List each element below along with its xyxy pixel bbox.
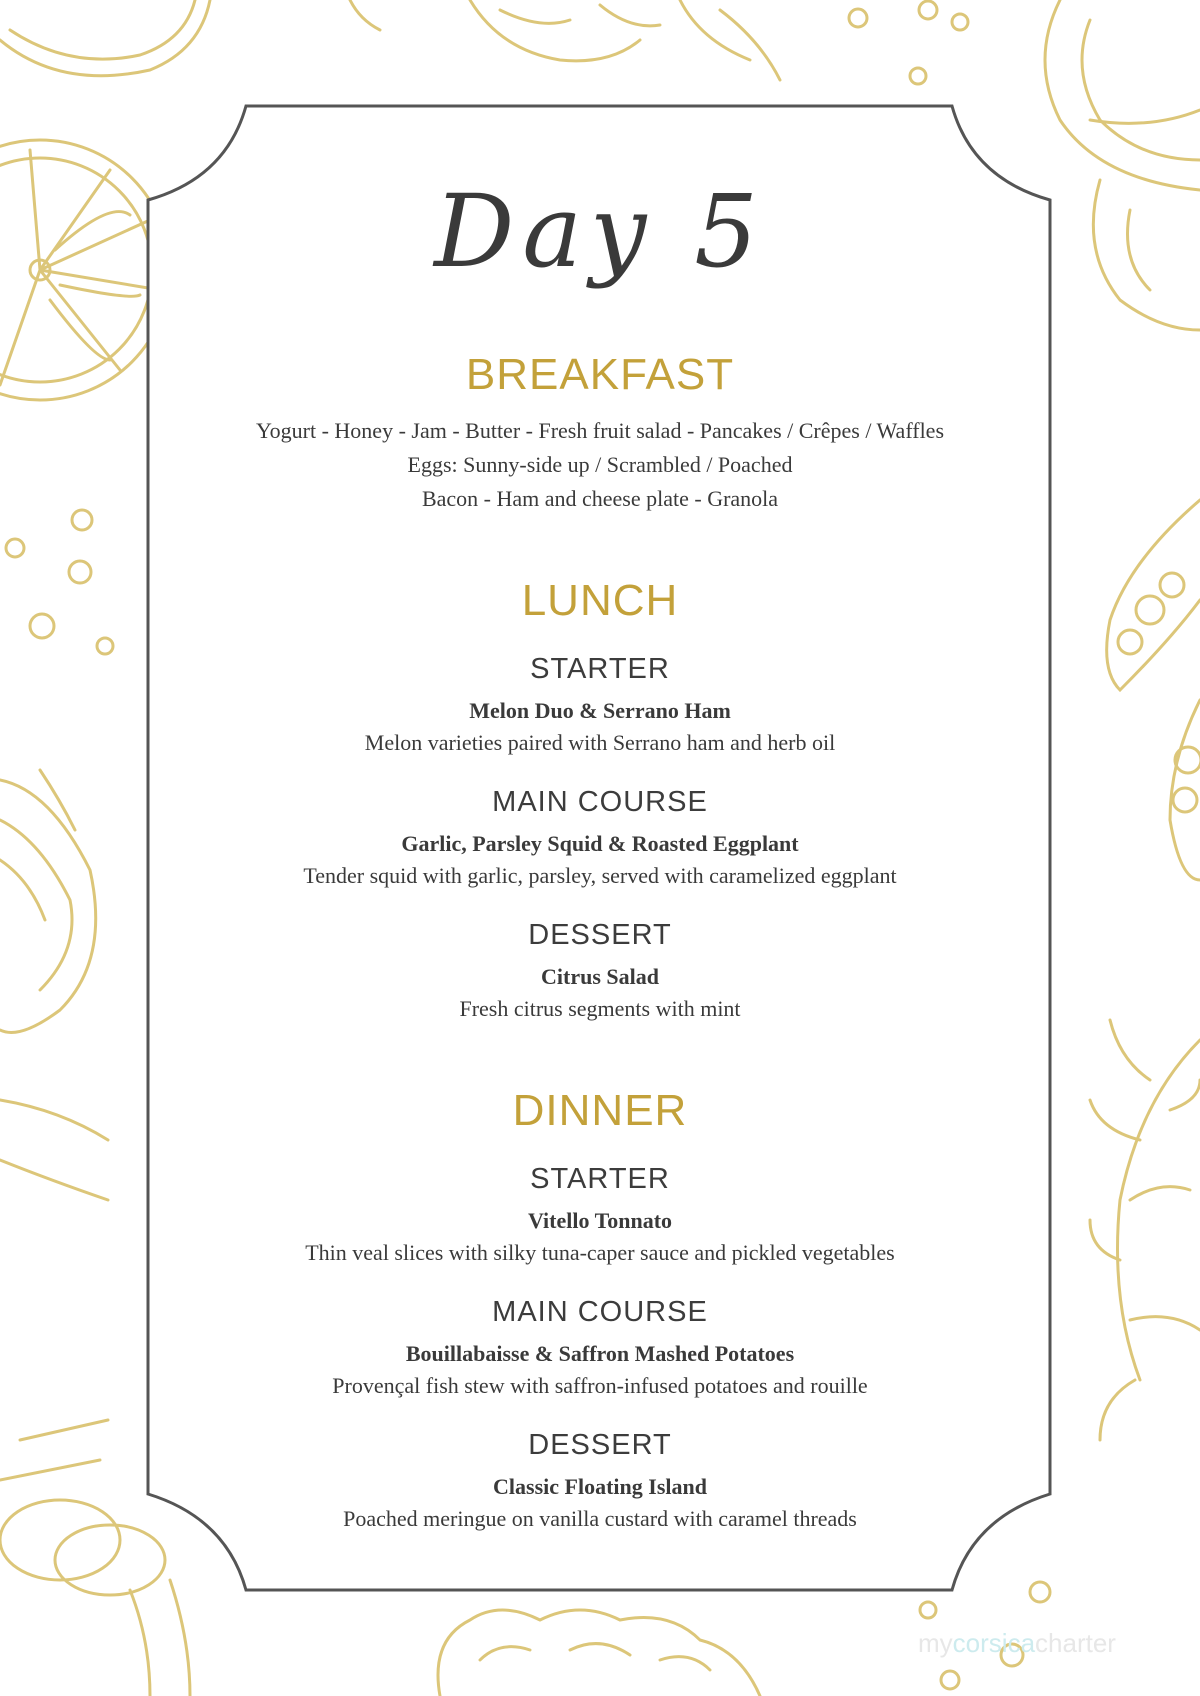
watermark-part: my [918,1628,953,1658]
lunch-dessert-label: DESSERT [528,919,672,951]
dinner-main-label: MAIN COURSE [492,1296,708,1328]
dinner-starter-name: Vitello Tonnato [527,1208,673,1233]
lunch-starter-label: STARTER [530,653,670,685]
dinner-starter-desc: Thin veal slices with silky tuna-caper sauce and pickled vegetables [305,1240,895,1265]
page-title: Day 5 [434,173,766,290]
watermark-part: charter [1035,1628,1116,1658]
breakfast-line: Bacon - Ham and cheese plate - Granola [421,486,779,511]
dinner-dessert-desc: Poached meringue on vanilla custard with caramel threads [343,1506,857,1531]
lunch-main-desc: Tender squid with garlic, parsley, served with caramelized eggplant [303,863,897,888]
breakfast-title: BREAKFAST [465,350,735,399]
lunch-dessert-name: Citrus Salad [541,964,659,989]
dinner-main-desc: Provençal fish stew with saffron-infused potatoes and rouille [332,1373,868,1398]
dinner-main-name: Bouillabaisse & Saffron Mashed Potatoes [405,1341,795,1366]
lunch-main-label: MAIN COURSE [492,786,708,818]
dinner-title: DINNER [512,1086,688,1135]
breakfast-line: Yogurt - Honey - Jam - Butter - Fresh fruit salad - Pancakes / Crêpes / Waffles [255,418,945,443]
breakfast-line: Eggs: Sunny-side up / Scrambled / Poached [407,452,793,477]
watermark [918,1626,1178,1660]
lunch-starter-desc: Melon varieties paired with Serrano ham and herb oil [364,730,836,755]
watermark-part: corsica [952,1628,1036,1658]
lunch-main-name: Garlic, Parsley Squid & Roasted Eggplant [401,831,799,856]
dinner-dessert-label: DESSERT [528,1429,672,1461]
dinner-starter-label: STARTER [530,1163,670,1195]
lunch-title: LUNCH [521,576,679,625]
dinner-dessert-name: Classic Floating Island [493,1474,707,1499]
lunch-dessert-desc: Fresh citrus segments with mint [459,996,741,1021]
lunch-starter-name: Melon Duo & Serrano Ham [469,698,731,723]
